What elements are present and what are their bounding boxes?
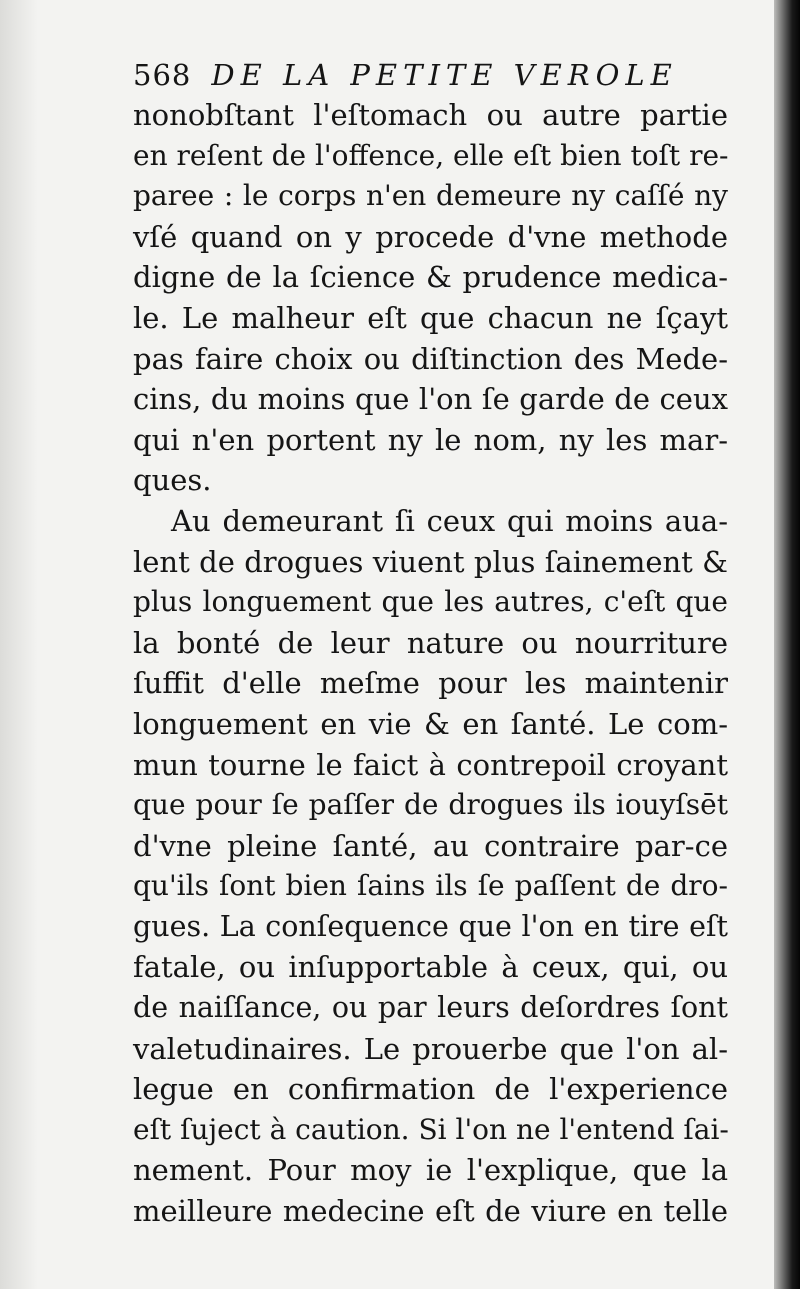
text-line: eſt ſuject à caution. Si l'on ne l'entend ſai- [133, 1112, 729, 1146]
text-line: ſuffit d'elle meſme pour les maintenir [133, 666, 728, 701]
text-line: le. Le malheur eſt que chacun ne ſçayt [133, 300, 728, 335]
text-line: pas faire choix ou diſtinction des Mede- [133, 341, 728, 376]
running-header [133, 55, 728, 95]
text-line: la bonté de leur nature ou nourriture [133, 625, 728, 660]
paragraph-2 [133, 501, 728, 1232]
running-title: DE LA PETITE VEROLE [211, 58, 678, 92]
text-line: cins, du moins que l'on ſe garde de ceux [133, 382, 728, 417]
text-line: digne de la ſcience & prudence medica- [133, 260, 728, 295]
text-line: qu'ils ſont bien ſains ils ſe paſſent de dro- [133, 869, 728, 903]
text-line: que pour ſe paſſer de drogues ils iouyſsēt [133, 788, 728, 822]
text-line: en reſent de l'offence, elle eſt bien toſt re- [133, 138, 729, 172]
text-line: Au demeurant ſi ceux qui moins aua- [171, 503, 728, 538]
text-line: vſé quand on y procede d'vne methode [133, 219, 728, 254]
text-line: meilleure medecine eſt de viure en telle [133, 1194, 728, 1229]
text-line: mun tourne le faict à contrepoil croyant [133, 747, 728, 782]
text-line: de naiſſance, ou par leurs deſordres ſont [133, 991, 728, 1025]
text-line: longuement en vie & en ſanté. Le com- [133, 706, 728, 741]
text-line: legue en confirmation de l'experience [133, 1072, 728, 1107]
text-line: fatale, ou inſupportable à ceux, qui, ou [133, 950, 728, 985]
text-line: qui n'en portent ny le nom, ny les mar- [133, 422, 728, 457]
text-line: nonobſtant l'eſtomach ou autre partie [133, 98, 728, 132]
page-gutter-shadow [0, 0, 38, 1289]
page-number: 568 [133, 58, 192, 92]
text-line: plus longuement que les autres, c'eſt que [133, 585, 728, 619]
text-line: d'vne pleine ſanté, au contraire par-ce [133, 828, 728, 863]
paragraph-1 [133, 95, 728, 501]
text-block [133, 55, 728, 1232]
text-line: lent de drogues viuent plus ſainement & [133, 544, 728, 579]
text-line: gues. La conſequence que l'on en tire eſt [133, 909, 728, 943]
text-line: ques. [133, 463, 212, 498]
text-line: nement. Pour moy ie l'explique, que la [133, 1153, 728, 1188]
text-line: paree : le corps n'en demeure ny caſſé ny [133, 179, 728, 213]
text-line: valetudinaires. Le prouerbe que l'on al- [133, 1031, 728, 1066]
page-edge-shadow [774, 0, 800, 1289]
